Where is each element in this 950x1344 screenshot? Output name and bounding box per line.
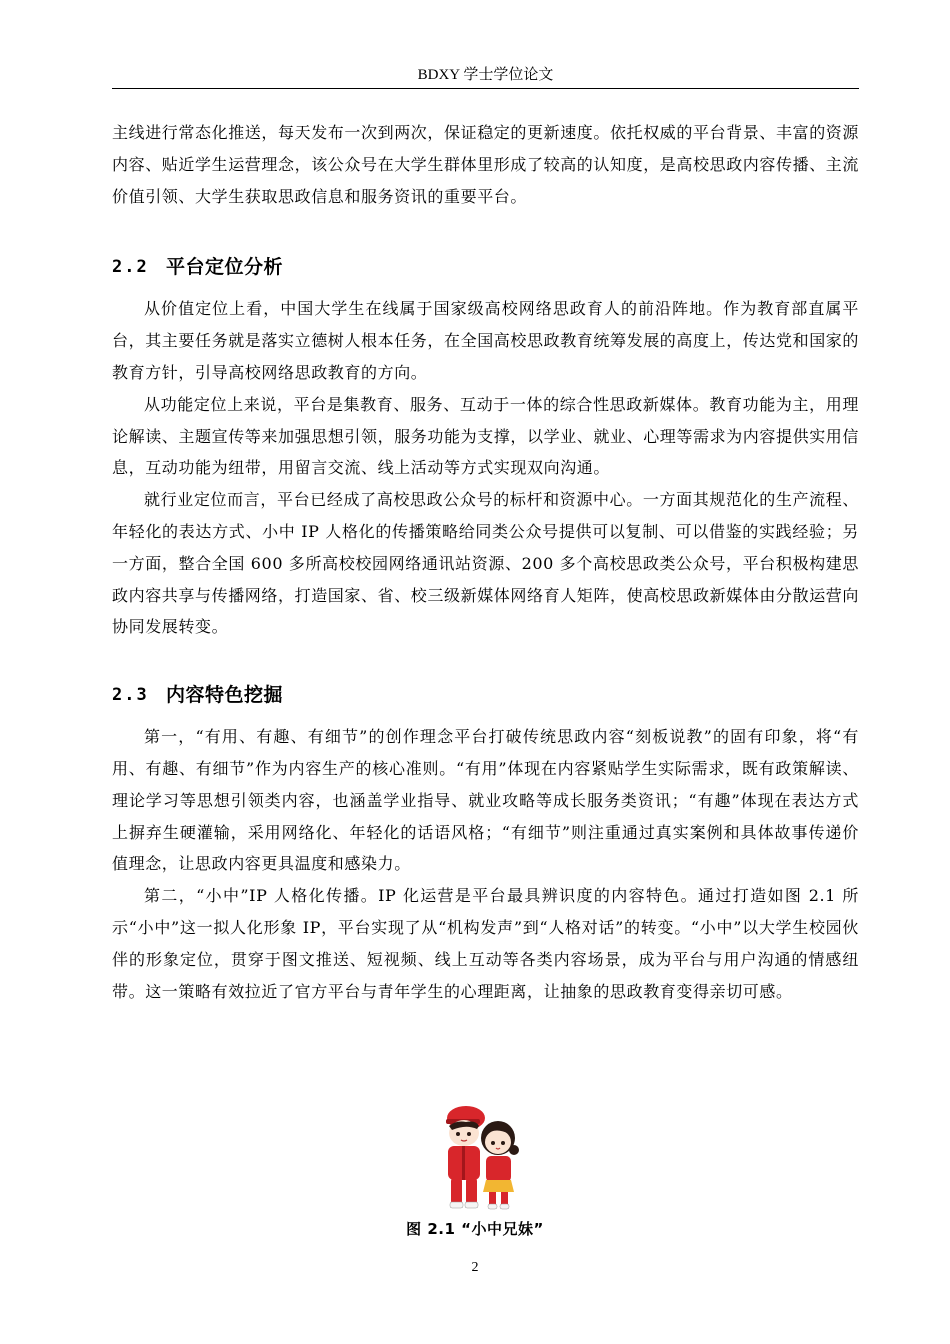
girl-face	[485, 1130, 511, 1154]
document-body	[112, 117, 859, 1007]
paragraph: 从价值定位上看，中国大学生在线属于国家级高校网络思政育人的前沿阵地。作为教育部直属平台，其主要任务就是落实立德树人根本任务，在全国高校思政教育统筹发展的高度上，传达党和国家的教育方针，引导高校网络思政教育的方向。	[112, 299, 860, 382]
section-heading-2-2	[112, 255, 859, 279]
paragraph: 从功能定位上来说，平台是集教育、服务、互动于一体的综合性思政新媒体。教育功能为主，用理论解读、主题宣传等来加强思想引领，服务功能为支撑，以学业、就业、心理等需求为内容提供实用信息，互动功能为纽带，用留言交流、线上活动等方式实现双向沟通。	[112, 394, 860, 478]
paragraph: 第一，“有用、有趣、有细节”的创作理念平台打破传统思政内容“刻板说教”的固有印象，将“有用、有趣、有细节”作为内容生产的核心准则。“有用”体现在内容紧贴学生实际需求，既有政策解读、理论学习等思想引领类内容，也涵盖学业指导、就业攻略等成长服务类资讯；“有趣”体现在表达方式上摒弃生硬灌输，采用网络化、年轻化的话语风格；“有细节”则注重通过真实案例和具体故事传递价值理念，让思政内容更具温度和感染力。	[112, 727, 859, 874]
section-title: 内容特色挖掘	[166, 684, 284, 707]
xiaozhong-siblings-illustration	[436, 1102, 526, 1212]
boy-legs	[451, 1178, 462, 1204]
paragraph: 第二，“小中”IP 人格化传播。IP 化运营是平台最具辨识度的内容特色。通过打造如图 2.1 所示“小中”这一拟人化形象 IP，平台实现了从“机构发声”到“人格对话”的转变。“小中”以大学生校园伙伴的形象定位，贯穿于图文推送、短视频、线上互动等各类内容场景，成为平台与用户沟通的情感纽带。这一策略有效拉近了官方平台与青年学生的心理距离，让抽象的思政教育变得亲切可感。	[112, 886, 859, 1001]
girl-hair-bun	[509, 1145, 519, 1155]
section-heading-2-3	[112, 683, 859, 707]
paragraph: 就行业定位而言，平台已经成了高校思政公众号的标杆和资源中心。一方面其规范化的生产流程、年轻化的表达方式、小中 IP 人格化的传播策略给同类公众号提供可以复制、可以借鉴的实践经验；另一方面，整合全国 600 多所高校校园网络通讯站资源、200 多个高校思政类公众号，平台积极构建思政内容共享与传播网络，打造国家、省、校三级新媒体网络育人矩阵，使高校思政新媒体由分散运营向协同发展转变。	[112, 490, 860, 637]
girl-body	[486, 1156, 511, 1182]
page-number: 2	[471, 1260, 479, 1275]
header-rule	[112, 88, 859, 89]
running-header: BDXY 学士学位论文	[417, 67, 554, 83]
section-title: 平台定位分析	[166, 256, 284, 279]
intro-paragraph: 主线进行常态化推送，每天发布一次到两次，保证稳定的更新速度。依托权威的平台背景、丰富的资源内容、贴近学生运营理念，该公众号在大学生群体里形成了较高的认知度，是高校思政内容传播、主流价值引领、大学生获取思政信息和服务资讯的重要平台。	[112, 123, 860, 206]
section-number: 2.3	[112, 685, 149, 706]
section-number: 2.2	[112, 257, 149, 278]
girl-skirt	[483, 1180, 514, 1192]
figure-caption: 图 2.1 “小中兄妹”	[406, 1220, 544, 1238]
